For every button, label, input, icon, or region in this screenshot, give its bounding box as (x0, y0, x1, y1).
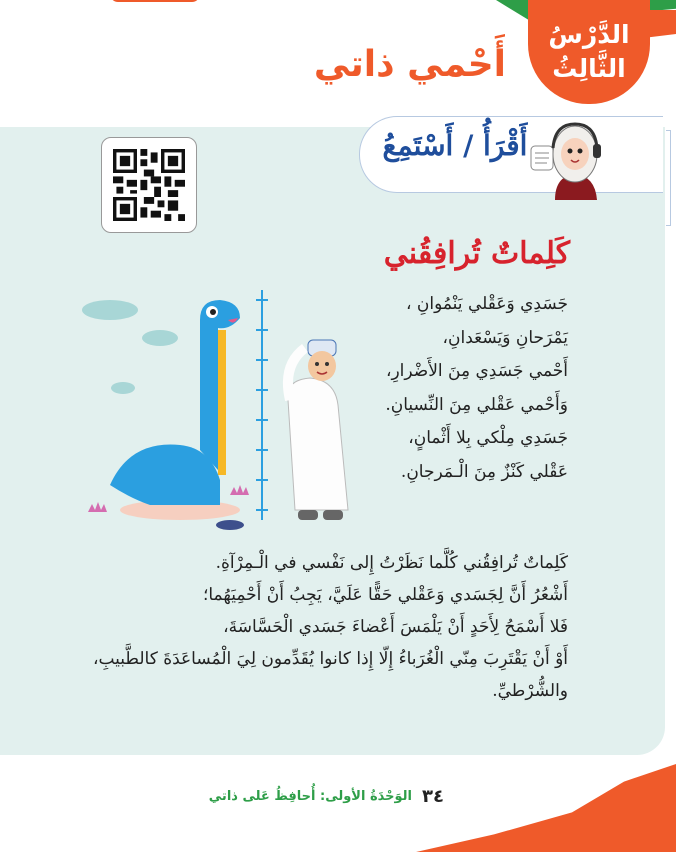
footer-decoration (416, 764, 676, 852)
lesson-badge-line2: الثَّالِثُ (552, 54, 626, 83)
poem-line: عَقْلي كَنْزٌ مِنَ الْـمَرجانِ. (400, 461, 568, 482)
prose-line: أَوْ أَنْ يَقْتَرِبَ مِنّي الْغُرَباءُ إِلّا إِذا كانوا يُقَدِّمون لِيَ الْمُساعَدَةَ كالطَّبيبِ، (92, 649, 568, 669)
prose-line: أَشْعُرُ أَنَّ لِجَسَدي وَعَقْلي حَقًّا عَلَيَّ، يَجِبُ أَنْ أَحْمِيَهُما؛ (202, 585, 568, 605)
prose-line: كَلِماتٌ تُرافِقُني كُلَّما نَظَرْتُ إِلى نَفْسي في الْـمِرْآةِ. (215, 553, 568, 573)
page-title: أَحْمي ذاتي (313, 44, 506, 85)
poem-line: جَسَدِي مِلْكي بِلا أَثْمانٍ، (408, 428, 568, 448)
poem-line: جَسَدِي وَعَقْلي يَنْمُوانِ ، (405, 294, 568, 314)
girl-with-headphones-icon (525, 118, 605, 200)
poem-text (268, 288, 568, 489)
read-listen-banner (359, 116, 663, 193)
poem-line: يَمْرَحانِ وَيَسْعَدانِ، (442, 327, 568, 348)
banner-bracket (666, 130, 671, 226)
poem-title: كَلِماتٌ تُرافِقُني (383, 236, 570, 271)
qr-code[interactable] (101, 137, 197, 233)
prose-line: والشُّرْطيِّ. (492, 681, 568, 701)
poem-line: وَأَحْمي عَقْلي مِنَ النِّسيانِ. (385, 394, 568, 415)
page-number: ٣٤ (422, 786, 444, 807)
read-listen-label: أَقْرَأُ / أَسْتَمِعُ (382, 129, 528, 162)
lesson-badge (528, 0, 650, 104)
qr-code-icon (113, 149, 185, 221)
prose-line: فَلا أَسْمَحُ لِأَحَدٍ أَنْ يَلْمَسَ أَعْضاءَ جَسَدي الْحَسَّاسَةَ، (223, 617, 568, 637)
top-decoration (110, 0, 200, 2)
prose-text (8, 547, 568, 707)
lesson-badge-line1: الدَّرْسُ (548, 20, 630, 49)
footer (209, 786, 444, 807)
poem-line: أَحْمي جَسَدِي مِنَ الأَضْرارِ، (385, 361, 568, 381)
unit-title: الوَحْدَةُ الأولى: أُحافِظُ عَلى ذاتي (208, 789, 413, 804)
